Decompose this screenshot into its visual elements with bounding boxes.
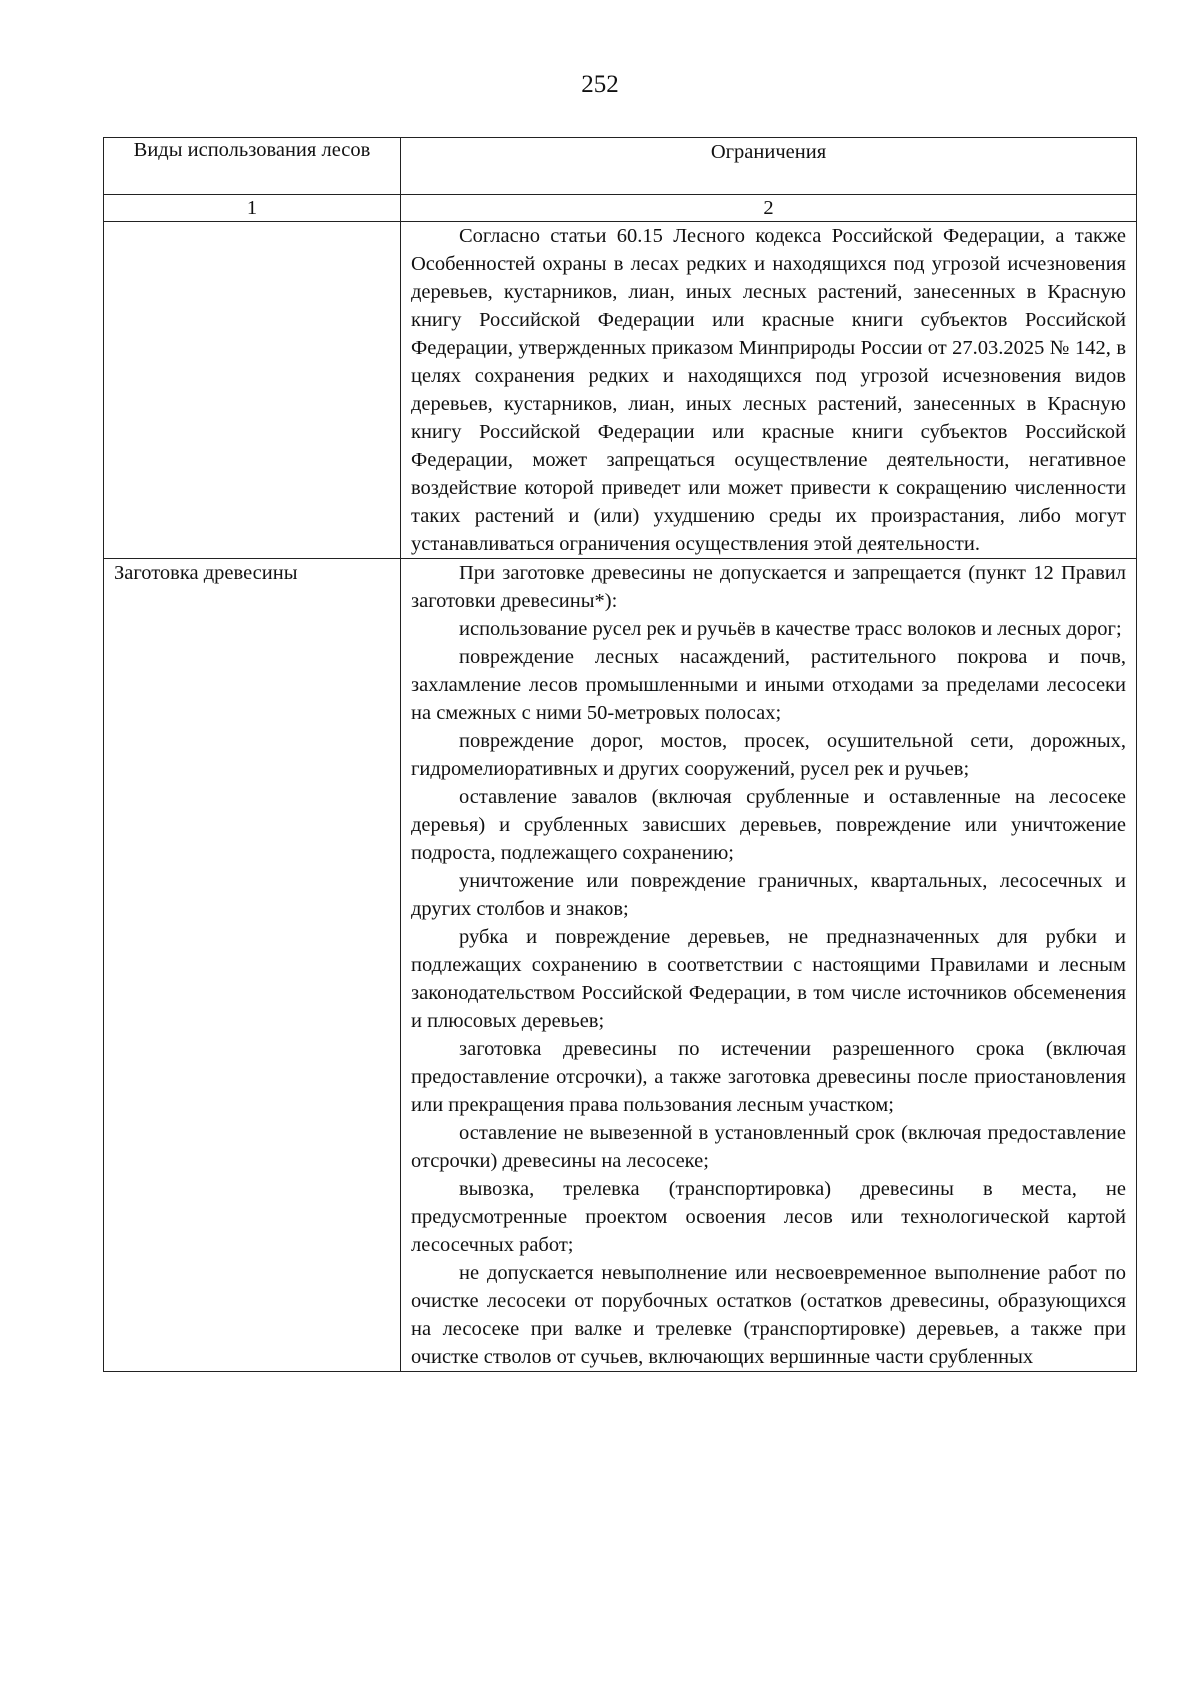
table-row <box>104 222 1137 559</box>
table-header-row <box>104 138 1137 195</box>
header-restrictions: Ограничения <box>401 138 1137 195</box>
restriction-paragraph: Согласно статьи 60.15 Лесного кодекса Российской Федерации, а также Особенностей охраны в лесах редких и находящихся под угрозой исчезновения деревьев, кустарников, лиан, иных лесных растений, занесенных в Красную книгу Российской Федерации или красные книги субъектов Российской Федерации, утвержденных приказом Минприроды России от 27.03.2025 № 142, в целях сохранения редких и находящихся под угрозой исчезновения видов деревьев, кустарников, лиан, иных лесных растений, занесенных в Красную книгу Российской Федерации или красные книги субъектов Российской Федерации, может запрещаться осуществление деятельности, негативное воздействие которой приведет или может привести к сокращению численности таких растений и (или) ухудшению среды их произрастания, либо могут устанавливаться ограничения осуществления этой деятельности. <box>411 225 1126 555</box>
column-number-row <box>104 195 1137 222</box>
column-number-2: 2 <box>401 195 1137 222</box>
restriction-paragraph: При заготовке древесины не допускается и запрещается (пункт 12 Правил заготовки древесины*): <box>411 562 1126 612</box>
restriction-paragraph: заготовка древесины по истечении разрешенного срока (включая предоставление отсрочки), а также заготовка древесины после приостановления или прекращения права пользования лесным участком; <box>411 1038 1126 1116</box>
use-type-cell <box>104 222 401 559</box>
header-forest-use-types: Виды использования лесов <box>104 138 401 195</box>
restriction-paragraph: повреждение дорог, мостов, просек, осушительной сети, дорожных, гидромелиоративных и других сооружений, русел рек и ручьев; <box>411 730 1126 780</box>
use-type-cell: Заготовка древесины <box>104 559 401 1372</box>
restriction-paragraph: вывозка, трелевка (транспортировка) древесины в места, не предусмотренные проектом освоения лесов или технологической картой лесосечных работ; <box>411 1178 1126 1256</box>
restrictions-cell <box>401 559 1137 1372</box>
restriction-paragraph: использование русел рек и ручьёв в качестве трасс волоков и лесных дорог; <box>459 618 1122 640</box>
restriction-paragraph: оставление не вывезенной в установленный срок (включая предоставление отсрочки) древесины на лесосеке; <box>411 1122 1126 1172</box>
restriction-paragraph: оставление завалов (включая срубленные и оставленные на лесосеке деревья) и срубленных зависших деревьев, повреждение или уничтожение подроста, подлежащего сохранению; <box>411 786 1126 864</box>
restrictions-cell <box>401 222 1137 559</box>
column-number-1: 1 <box>104 195 401 222</box>
restriction-paragraph: уничтожение или повреждение граничных, квартальных, лесосечных и других столбов и знаков; <box>411 870 1126 920</box>
restriction-paragraph: не допускается невыполнение или несвоевременное выполнение работ по очистке лесосеки от порубочных остатков (остатков древесины, образующихся на лесосеке при валке и трелевке (транспортировке) деревьев, а также при очистке стволов от сучьев, включающих вершинные части срубленных <box>411 1262 1126 1368</box>
page-number: 252 <box>581 71 619 98</box>
table-row <box>104 559 1137 1372</box>
restriction-paragraph: рубка и повреждение деревьев, не предназначенных для рубки и подлежащих сохранению в соответствии с настоящими Правилами и лесным законодательством Российской Федерации, в том числе источников обсеменения и плюсовых деревьев; <box>411 926 1126 1032</box>
restriction-paragraph: повреждение лесных насаждений, растительного покрова и почв, захламление лесов промышленными и иными отходами за пределами лесосеки на смежных с ними 50-метровых полосах; <box>411 646 1126 724</box>
restrictions-table <box>103 137 1137 1372</box>
